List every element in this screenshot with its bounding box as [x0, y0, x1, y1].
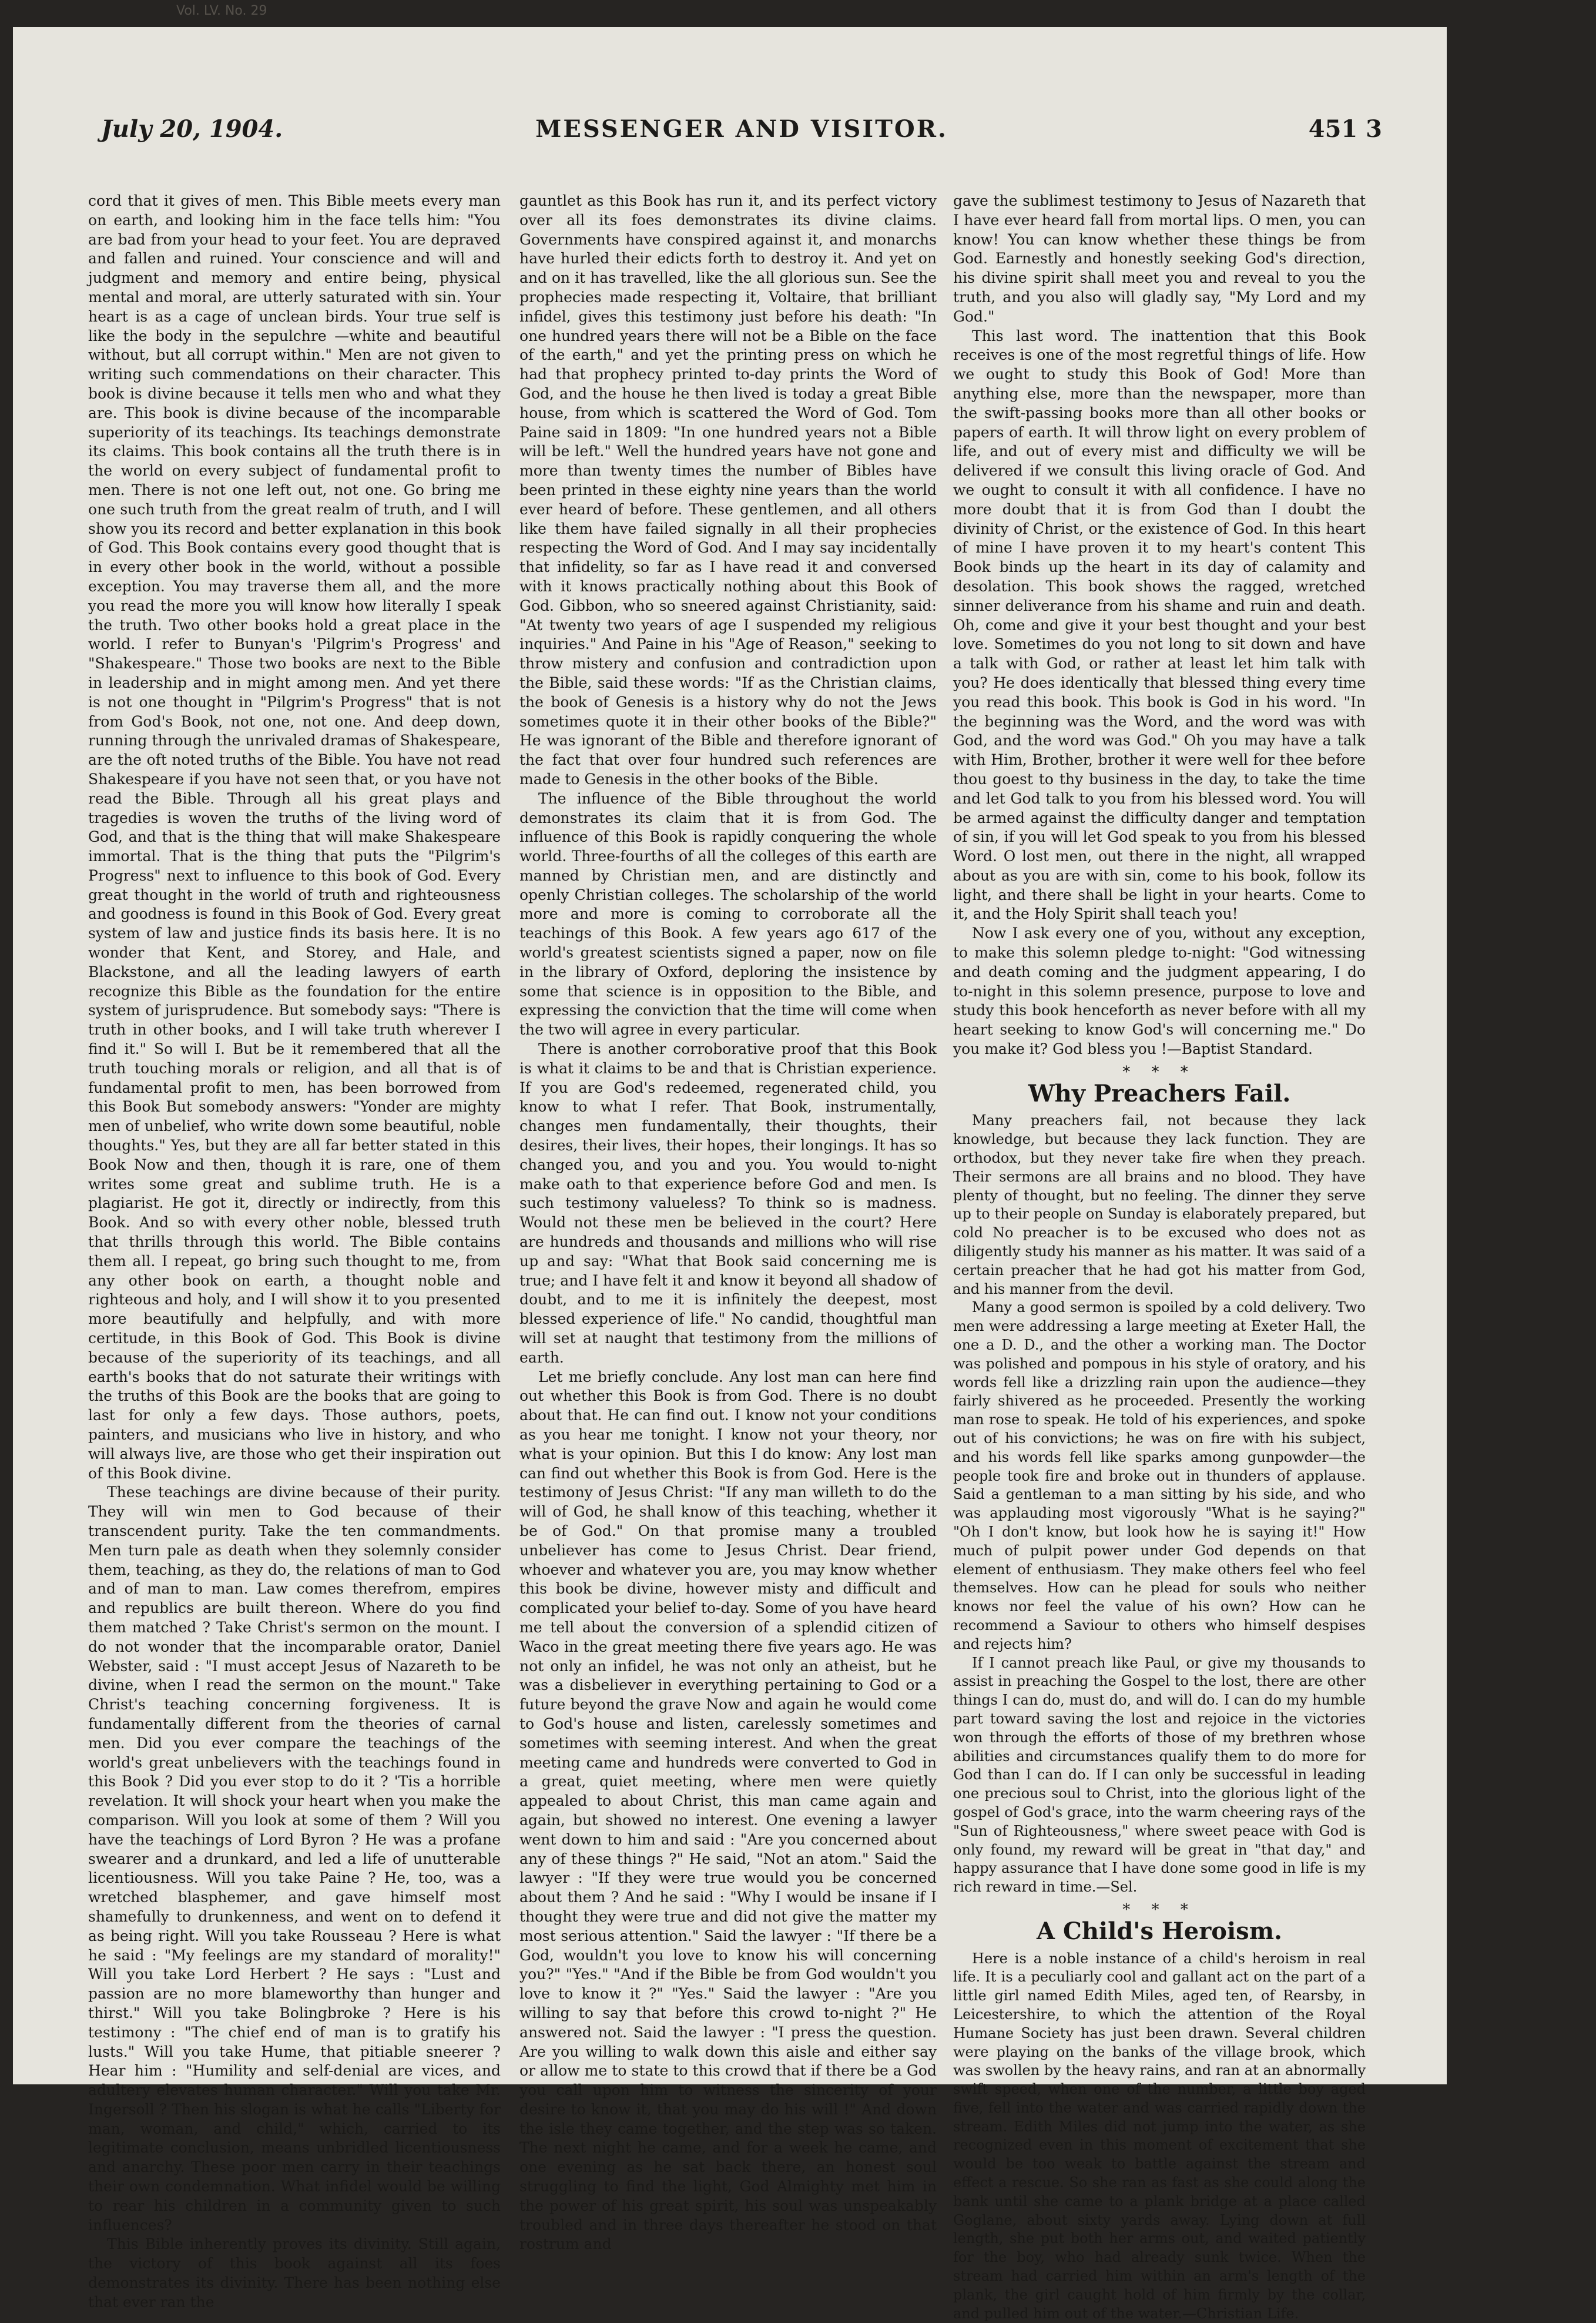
- paragraph: There is another corroborative proof that this Book is what it claims to be and that is Christian experience. If you are God's redeemed, regenerated child, you know to what I refer. That Book, instrumentally, changes men fundamentally, their thoughts, their desires, their lives, their hopes, their longings. It has so changed you, and you and you. You would to-night make oath to that experience before God and men. Is such testimony valueless? To think so is madness. Would not these men be believed in the court? Here are hundreds and thousands and millions who will rise up and say: "What that Book said concerning me is true; and I have felt it and know it beyond all shadow of doubt, and to me it is infinitely the deepest, most blessed experience of life." No candid, thoughtful man will set at naught that testimony from the millions of earth.: [519, 1040, 937, 1366]
- article-heading-a-childs-heroism: A Child's Heroism.: [1037, 1917, 1282, 1945]
- section-separator: * * *: [1122, 1063, 1196, 1081]
- paragraph: gauntlet as this Book has run it, and its perfect victory over all its foes demonstrates its divine claims. Governments have conspired against it, and monarchs have hurled their edicts forth to destroy it. And yet on and on it has travelled, like the all glorious sun. See the prophecies made respecting it, Voltaire, that brilliant infidel, gives this testimony just before his death: "In one hundred years there will not be a Bible on the face of the earth," and yet the printing press on which he had that prophecy printed to-day prints the Word of God, and the house he then lived is today a great Bible house, from which is scattered the Word of God. Tom Paine said in 1809: "In one hundred years not a Bible will be left." Well the hundred years have not gone and more than twenty times the number of Bibles have been printed in these eighty nine years than the world ever heard of before. These gentlemen, and all others like them have failed signally in all their prophecies respecting the Word of God. And I may say incidentally that infidelity, so far as I have read it and conversed with it knows practically nothing about this Book of God. Gibbon, who so sneered against Christianity, said: "At twenty two years of age I suspended my religious inquiries." And Paine in his "Age of Reason," seeking to throw mistery and confusion and contradiction upon the Bible, said these words: "If as the Christian claims, the book of Genesis is a history why do not the Jews sometimes quote it in their other books of the Bible?" He was ignorant of the Bible and therefore ignorant of the fact that over four hundred such references are made to Genesis in the other books of the Bible.: [519, 192, 937, 788]
- section-separator: * * *: [1122, 1900, 1196, 1919]
- paragraph: If I cannot preach like Paul, or give my thousands to assist in preaching the Gospel to the lost, there are other things I can do, must do, and will do. I can do my humble part toward saving the lost and rejoice in the victories won through the efforts of those of my brethren whose abilities and circumstances qualify them to do more for God than I can do. If I can only be successful in leading one precious soul to Christ, into the glorious light of the gospel of God's grace, into the warm cheering rays of the "Sun of Righteousness," where sweet peace with God is only found, my reward will be great in "that day," and happy assurance that I have done some good in life is my rich reward in time.—Sel.: [953, 1654, 1366, 1896]
- paragraph: This Bible inherently proves its divinity. Still again, the victory of this book against all its foes demonstrates its divinity. There has been nothing else that ever ran the: [88, 2235, 501, 2311]
- scan-label: Vol. LV. No. 29: [176, 4, 267, 18]
- column-2: [519, 192, 937, 2253]
- paragraph: These teachings are divine because of their purity. They will win men to God because of their transcendent purity. Take the ten commandments. Men turn pale as death when they solemnly consider them, teaching, as they do, the relations of man to God and of man to man. Law comes therefrom, empires and republics are built thereon. Where do you find them matched ? Take Christ's sermon on the mount. I do not wonder that the incomparable orator, Daniel Webster, said : "I must accept Jesus of Nazareth to be divine, when I read the sermon on the mount." Take Christ's teaching concerning forgiveness. It is fundamentally different from the theories of carnal men. Did you ever compare the teachings of the world's great unbelievers with the teachings found in this Book ? Did you ever stop to do it ? 'Tis a horrible revelation. It will shock your heart when you make the comparison. Will you look at some of them ? Will you have the teachings of Lord Byron ? He was a profane swearer and a drunkard, and led a life of unutterable licentiousness. Will you take Paine ? He, too, was a wretched blasphemer, and gave himself most shamefully to drunkenness, and went on to defend it as being right. Will you take Rousseau ? Here is what he said : "My feelings are my standard of morality!" Will you take Lord Herbert ? He says : "Lust and passion are no more blameworthy than hunger and thirst." Will you take Bolingbroke ? Here is his testimony : "The chief end of man is to gratify his lusts." Will you take Hume, that pitiable sneerer ? Hear him : "Humility and self-denial are vices, and adultery elevates human character." Will you take Mr. Ingersoll ? Then his slogan is what he calls "Liberty for man, woman, and child," which, carried to its legitimate conclusion, means unbridled licentiousness and anarchy. These poor men carry in their teachings their own condemnation. What infidel would be willing to rear his children in a community given to such influences?: [88, 1484, 501, 2234]
- page-header: [101, 115, 1382, 162]
- article-heading-why-preachers-fail: Why Preachers Fail.: [1028, 1079, 1291, 1107]
- issue-date: July 20, 1904.: [101, 115, 283, 143]
- paragraph: The influence of the Bible throughout the world demonstrates its claim that it is from God. The influence of this Book is rapidly conquering the whole world. Three-fourths of all the colleges of this earth are manned by Christian men, and are distinctly and openly Christian colleges. The scholarship of the world more and more is coming to corroborate all the teachings of this Book. A few years ago 617 of the world's greatest scientists signed a paper, now on file in the library of Oxford, deploring the insistence by some that science is in opposition to the Bible, and expressing the conviction that the time will come when the two will agree in every particular.: [519, 789, 937, 1039]
- page-number: 451 3: [1308, 115, 1382, 143]
- paragraph: gave the sublimest testimony to Jesus of Nazareth that I have ever heard fall from mortal lips. O men, you can know! You can know whether these things be from God. Earnestly and honestly seeking God's direction, his divine spirit shall meet you and reveal to you the truth, and you also will gladly say, "My Lord and my God.": [953, 192, 1366, 325]
- paragraph: cord that it gives of men. This Bible meets every man on earth, and looking him in the face tells him: "You are bad from your head to your feet. You are depraved and fallen and ruined. Your conscience and will and judgment and memory and entire being, physical mental and moral, are utterly saturated with sin. Your heart is as a cage of unclean birds. Your true self is like the body in the sepulchre —white and beautiful without, but all corrupt within." Men are not given to writing such commendations on their character. This book is divine because it tells men who and what they are. This book is divine because of the incomparable superiority of its teachings. Its teachings demonstrate its claims. This book contains all the truth there is in the world on every subject of fundamental profit to men. There is not one left out, not one. Go bring me one such truth from the great realm of truth, and I will show you its record and better explanation in this book of God. This Book contains every good thought that is in every other book in the world, without a possible exception. You may traverse them all, and the more you read the more you will know how literally I speak the truth. Two other books hold a great place in the world. I refer to Bunyan's 'Pilgrim's Progress' and "Shakespeare." Those two books are next to the Bible in leadership and in might among men. And yet there is not one thought in "Pilgrim's Progress" that is not from God's Book, not one, not one. And deep down, running through the unrivaled dramas of Shakespeare, are the oft noted truths of the Bible. You have not read Shakespeare if you have not seen that, or you have not read the Bible. Through all his great plays and tragedies is woven the truths of the living word of God, and that is the thing that will make Shakespeare immortal. That is the thing that puts the "Pilgrim's Progress" next to influence to this book of God. Every great thought in the world of truth and righteousness and goodness is found in this Book of God. Every great system of law and justice finds its basis here. It is no wonder that Kent, and Storey, and Hale, and Blackstone, and all the leading lawyers of earth recognize this Bible as the foundation for the entire system of jurisprudence. But somebody says: "There is truth in other books, and I will take truth wherever I find it." So will I. But be it remembered that all the truth touching morals or religion, and all that is of fundamental profit to men, has been borrowed from this Book But somebody answers: "Yonder are mighty men of unbelief, who write down some beautiful, noble thoughts." Yes, but they are all far better stated in this Book Now and then, though it is rare, one of them writes some great and sublime truth. He is a plagiarist. He got it, directly or indirectly, from this Book. And so with every other noble, blessed truth that thrills through this world. The Bible contains them all. I repeat, go bring such thought to me, from any other book on earth, a thought noble and righteous and holy, and I will show it to you presented more beautifully and helpfully, and with more certitude, in this Book of God. This Book is divine because of the superiority of its teachings, and all earth's books that do not saturate their writings with the truths of this Book are the books that are going to last for only a few days. Those authors, poets, painters, and musicians who live in history, and who will always live, are those who get their inspiration out of this Book divine.: [88, 192, 501, 1482]
- paragraph: Here is a noble instance of a child's heroism in real life. It is a peculiarly cool and gallant act on the part of a little girl named Edith Miles, aged ten, of Rearsby, in Leicestershire, to which the attention of the Royal Humane Society has just been drawn. Several children were playing on the banks of the village brook, which was swollen by the heavy rains, and ran at an abnormally swift speed, when one of the number, a little boy aged five, fell into the water and was carried rapidly down the stream. Edith Miles did not jump into the water, as she recognized even in this moment of excitement that she would be too weak to battle against the stream and effect a rescue. So she ran as fast as she could along the bank until she came to a plank bridge at a place called Goglane, about sixty yards away. Lying down at full length, she put both her arms out, and waited patiently for the boy, who had already sunk twice. When the stream had carried him within an arm's length of the plank, the girl caught hold of him firmly by the collar, and pulled him out of the water.—Christian Life.: [953, 1950, 1366, 2322]
- column-3: [953, 192, 1366, 2322]
- paragraph: Now I ask every one of you, without any exception, to make this solemn pledge to-night: "God witnessing and death coming and the judgment appearing, I do to-night in this solemn presence, purpose to love and study this book henceforth as never before with all my heart seeking to know God's will concerning me." Do you make it? God bless you !—Baptist Standard.: [953, 925, 1366, 1058]
- newspaper-page: [13, 27, 1447, 2322]
- masthead: MESSENGER AND VISITOR.: [535, 115, 948, 143]
- paragraph: Many preachers fail, not because they lack knowledge, but because they lack function. They are orthodox, but they never take fire when they preach. Their sermons are all brains and no blood. They have plenty of thought, but no feeling. The dinner they serve up to their people on Sunday is elaborately prepared, but cold No preacher is to be excused who does not as diligently study his manner as his matter. It was said of a certain preacher that he had got his matter from God, and his manner from the devil.: [953, 1112, 1366, 1297]
- paragraph: This last word. The inattention that this Book receives is one of the most regretful things of life. How we ought to study this Book of God! More than anything else, more than the newspaper, more than the swift-passing books more than all other books or papers of earth. It will throw light on every problem of life, and out of every mist and difficulty we will be delivered if we consult this living oracle of God. And we ought to consult it with all confidence. I have no more doubt that it is from God than I doubt the divinity of Christ, or the existence of God. In this heart of mine I have proven it to my heart's content This Book binds up the heart in its day of calamity and desolation. This book shows the ragged, wretched sinner deliverance from his shame and ruin and death. Oh, come and give it your best thought and your best love. Sometimes do you not long to sit down and have a talk with God, or rather at least let him talk with you? He does identically that blessed thing every time you read this book. This book is God in his word. "In the beginning was the Word, and the word was with God, and the word was God." Oh you may have a talk with Him, Brother, brother it were well for thee before thou goest to thy business in the day, to take the time and let God talk to you from his blessed word. You will be armed against the difficulty danger and temptation of sin, if you will let God speak to you from his blessed Word. O lost men, out there in the night, all wrapped about as you are with sin, come to his book, follow its light, and there shall be light in your hearts. Come to it, and the Holy Spirit shall teach you!: [953, 327, 1366, 923]
- paragraph: Many a good sermon is spoiled by a cold delivery. Two men were addressing a large meeting at Exeter Hall, the one a D. D., and the other a working man. The Doctor was polished and pompous in his style of oratory, and his words fell like a drizzling rain upon the audience—they fairly shivered as he proceeded. Presently the working man rose to speak. He told of his experiences, and spoke out of his convictions; he was on fire with his subject, and his words fell like sparks among gunpowder—the people took fire and broke out in thunders of applause. Said a gentleman to a man sitting by his side, and who was applauding most vigorously "What is he saying?" "Oh I don't know, but look how he is saying it!" How much of pulpit power under God depends on that element of enthusiasm. They make others feel who feel themselves. How can he plead for souls who neither knows nor feel the value of his own? How can he recommend a Saviour to others who himself despises and rejects him?: [953, 1299, 1366, 1652]
- paragraph: Let me briefly conclude. Any lost man can here find out whether this Book is from God. There is no doubt about that. He can find out. I know not your conditions as you hear me tonight. I know not your theory, nor what is your opinion. But this I do know: Any lost man can find out whether this Book is from God. Here is the testimony of Jesus Christ: "If any man willeth to do the will of God, he shall know of this teaching, whether it be of God." On that promise many a troubled unbeliever has come to Jesus Christ. Dear friend, whoever and whatever you are, you may know whether this book be divine, however misty and difficult and complicated your belief to-day. Some of you have heard me tell about the conversion of a splendid citizen of Waco in the great meeting there five years ago. He was not only an infidel, he was not only an atheist, but he was a disbeliever in everything pertaining to God or a future beyond the grave Now and again he would come to God's house and listen, carelessly sometimes and sometimes with seeming interest. And when the great meeting came and hundreds were converted to God in a great, quiet meeting, where men were quietly appealed to about Christ, this man came again and again, but showed no interest. One evening a lawyer went down to him and said : "Are you concerned about any of these things ?" He said, "Not an atom." Said the lawyer : "If they were true would you be concerned about them ? And he said : "Why I would be insane if I thought they were true and did not give the matter my most serious attention." Said the lawyer : "If there be a God, wouldn't you love to know his will concerning you?" "Yes." "And if the Bible be from God wouldn't you love to know it ?" "Yes." Said the lawyer : "Are you willing to say that before this crowd to-night ?" He answered not. Said the lawyer : "I press the question. Are you willing to walk down this aisle and either say or allow me to state to this crowd that if there be a God you call upon him to witness the sincerity of your desire to know it, that you may do his will !" And down the isle they came together, and the step was so taken. The next night he came, and for a week he came, and one evening as he sat back there, an honest soul struggling to find the light, God Almighty met him in the power of his great spirit, his soul was unspeakably troubled and in three days thereafter he stood on that rostrum and: [519, 1368, 937, 2253]
- column-1: [88, 192, 501, 2311]
